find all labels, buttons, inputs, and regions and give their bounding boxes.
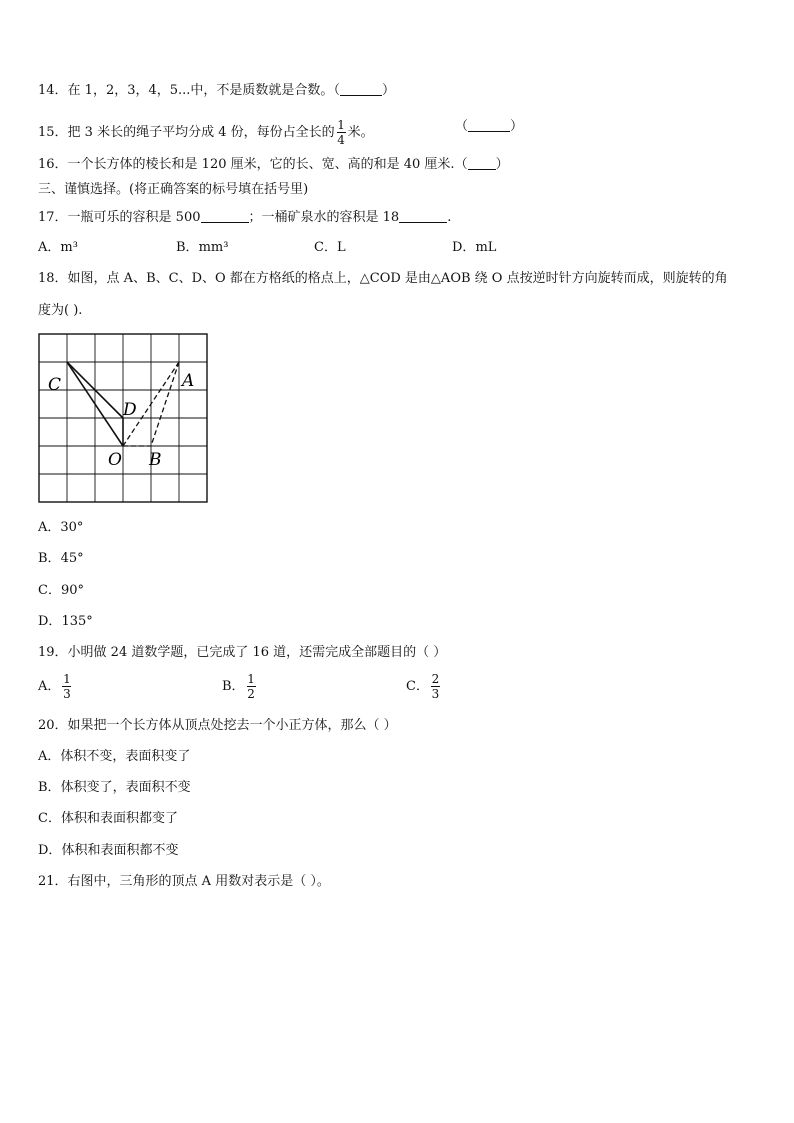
question-14: 14．在 1，2，3，4，5...中，不是质数就是合数。（ ） bbox=[38, 83, 395, 98]
question-20: 20．如果把一个长方体从顶点处挖去一个小正方体，那么（ ） bbox=[38, 718, 397, 733]
answer-blank-14[interactable] bbox=[340, 82, 382, 96]
option-17-b[interactable]: B．mm³ bbox=[176, 240, 229, 255]
label-point-o: O bbox=[108, 450, 122, 470]
question-15-text: 15．把 3 米长的绳子平均分成 4 份，每份占全长的 bbox=[38, 125, 335, 140]
option-18-c[interactable]: C．90° bbox=[38, 583, 84, 598]
option-19-c[interactable]: C． $\frac{2}{3}$ bbox=[406, 672, 440, 701]
option-18-b[interactable]: B．45° bbox=[38, 551, 84, 566]
answer-blank-16[interactable] bbox=[468, 156, 496, 170]
label-point-a: A bbox=[182, 371, 195, 391]
answer-paren-15: （ ） bbox=[455, 119, 524, 134]
fraction-one-quarter: $\frac{1}{4}$ bbox=[337, 118, 345, 147]
option-20-c[interactable]: C．体积和表面积都变了 bbox=[38, 811, 178, 826]
option-20-d[interactable]: D．体积和表面积都不变 bbox=[38, 843, 179, 858]
question-17: 17．一瓶可乐的容积是 500 ；一桶矿泉水的容积是 18 . bbox=[38, 210, 452, 225]
question-18-line2: 度为( ). bbox=[38, 303, 83, 318]
rotation-grid-figure bbox=[38, 333, 210, 505]
option-20-b[interactable]: B．体积变了，表面积不变 bbox=[38, 780, 191, 795]
answer-blank-17a[interactable] bbox=[201, 209, 249, 223]
option-18-d[interactable]: D．135° bbox=[38, 614, 93, 629]
option-18-a[interactable]: A．30° bbox=[38, 520, 84, 535]
option-19-b[interactable]: B． $\frac{1}{2}$ bbox=[222, 672, 255, 701]
question-16-text: 16．一个长方体的棱长和是 120 厘米，它的长、宽、高的和是 40 厘米. bbox=[38, 157, 455, 172]
option-19-a[interactable]: A． $\frac{1}{3}$ bbox=[38, 672, 71, 701]
answer-blank-17b[interactable] bbox=[399, 209, 447, 223]
option-17-d[interactable]: D．mL bbox=[452, 240, 497, 255]
label-point-c: C bbox=[48, 375, 62, 395]
label-point-b: B bbox=[149, 450, 162, 470]
question-21: 21．右图中，三角形的顶点 A 用数对表示是（ ）。 bbox=[38, 874, 330, 889]
question-15: 15．把 3 米长的绳子平均分成 4 份，每份占全长的 $\frac{1}{4}$ 米。 bbox=[38, 118, 374, 147]
option-17-a[interactable]: A．m³ bbox=[38, 240, 78, 255]
answer-blank-15[interactable] bbox=[468, 118, 510, 132]
question-19: 19．小明做 24 道数学题，已完成了 16 道，还需完成全部题目的（ ） bbox=[38, 645, 447, 660]
section-heading-3: 三、谨慎选择。(将正确答案的标号填在括号里) bbox=[38, 182, 309, 197]
label-point-d: D bbox=[123, 400, 137, 420]
option-17-c[interactable]: C．L bbox=[314, 240, 346, 255]
question-18-line1: 18．如图，点 A、B、C、D、O 都在方格纸的格点上，△COD 是由△AOB 绕 O 点按逆时针方向旋转而成，则旋转的角 bbox=[38, 271, 728, 286]
question-14-text: 14．在 1，2，3，4，5...中，不是质数就是合数。 bbox=[38, 83, 334, 98]
question-16: 16．一个长方体的棱长和是 120 厘米，它的长、宽、高的和是 40 厘米.（ ） bbox=[38, 157, 509, 172]
option-20-a[interactable]: A．体积不变，表面积变了 bbox=[38, 749, 191, 764]
